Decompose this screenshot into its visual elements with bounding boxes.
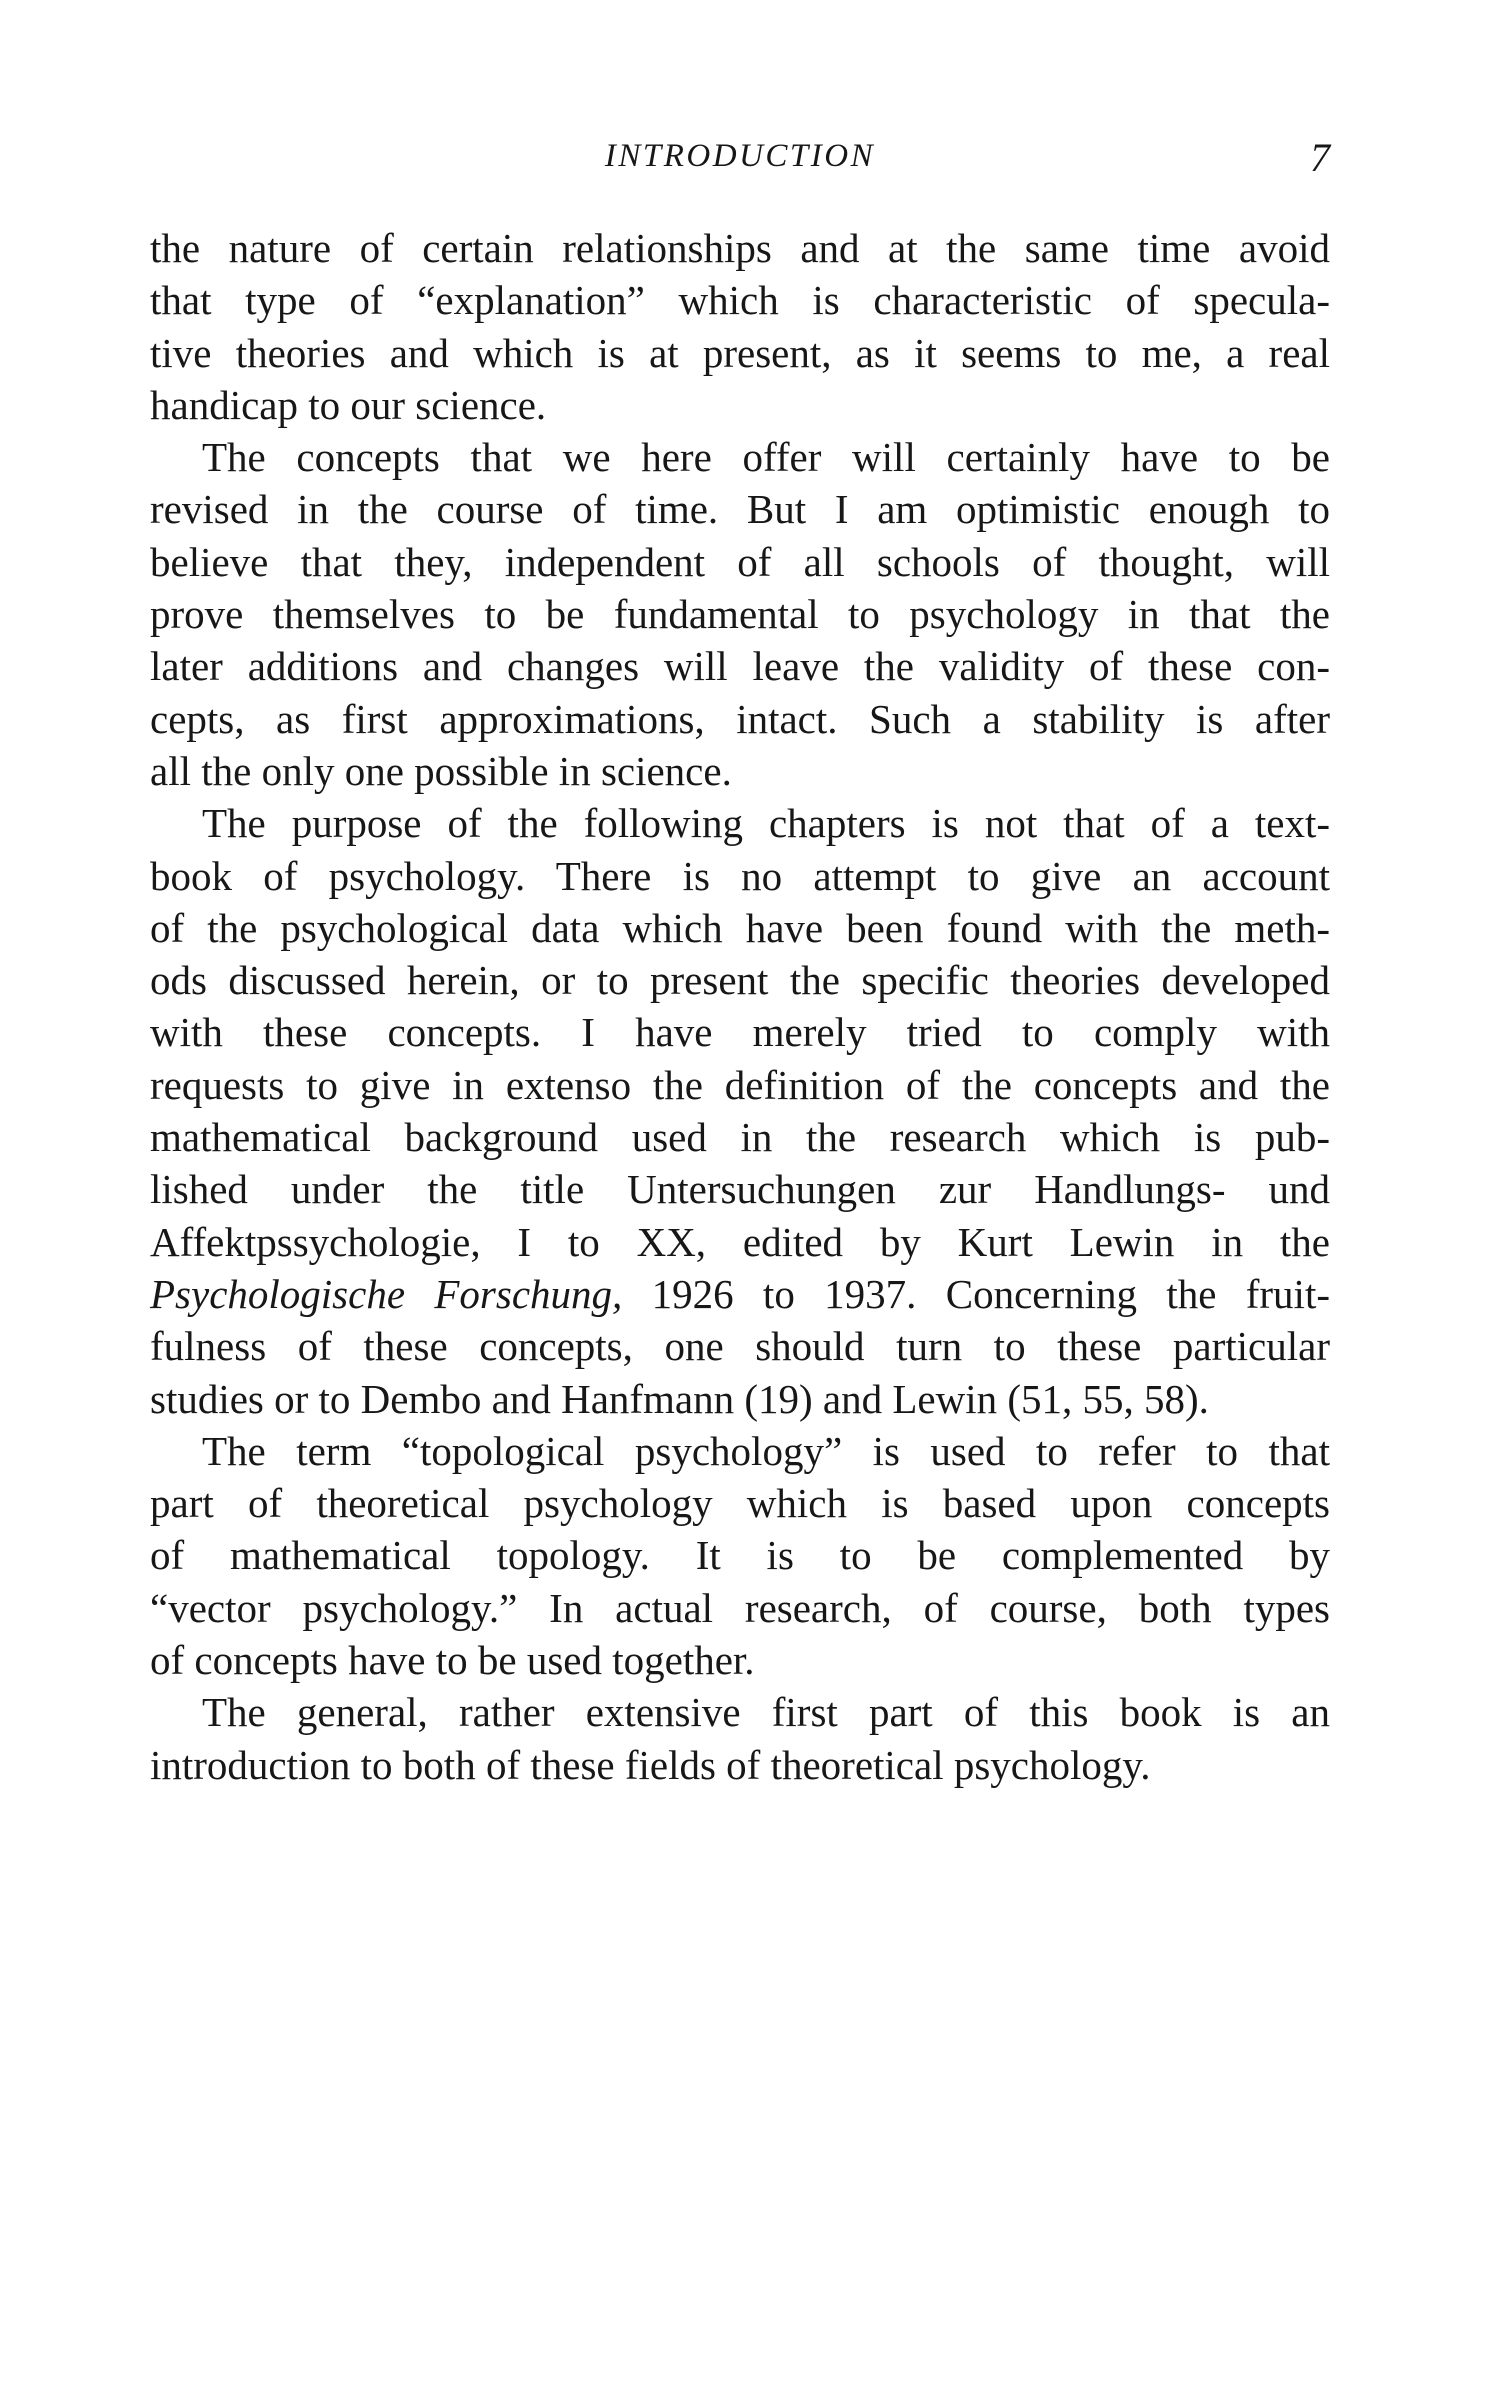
text-line: that type of “explanation” which is characteristic of specula- — [150, 277, 1330, 324]
text-line: of the psychological data which have been found with the meth- — [150, 904, 1330, 951]
text-line: ods discussed herein, or to present the specific theories developed — [150, 957, 1330, 1004]
text-line: introduction to both of these fields of theoretical psychology. — [150, 1741, 1151, 1788]
paragraph — [150, 1425, 1330, 1686]
text-line: the nature of certain relationships and at the same time avoid — [150, 225, 1330, 271]
text-line: tive theories and which is at present, as it seems to me, a real — [150, 329, 1330, 376]
page-number: 7 — [1310, 135, 1330, 180]
text-line: all the only one possible in science. — [150, 747, 732, 794]
text-line: part of theoretical psychology which is based upon concepts — [150, 1480, 1330, 1527]
text-fragment: 1926 to 1937. Concerning the fruit- — [622, 1270, 1330, 1317]
text-line: cepts, as first approximations, intact. Such a stability is after — [150, 695, 1330, 742]
running-head-title: INTRODUCTION — [604, 138, 876, 174]
paragraph — [150, 797, 1330, 1425]
text-line: fulness of these concepts, one should turn to these particular — [150, 1323, 1330, 1370]
text-line: later additions and changes will leave the validity of these con- — [150, 643, 1330, 690]
running-head — [150, 132, 1330, 192]
paragraph-continued — [150, 222, 1330, 431]
text-line: handicap to our science. — [150, 381, 547, 428]
text-line-with-journal-title — [150, 1268, 1330, 1320]
text-line: book of psychology. There is no attempt to give an account — [150, 852, 1330, 899]
text-line: mathematical background used in the research which is pub- — [150, 1114, 1330, 1161]
paragraph — [150, 431, 1330, 797]
text-line: of mathematical topology. It is to be complemented by — [150, 1532, 1330, 1579]
text-line: lished under the title Untersuchungen zur Handlungs- und — [150, 1166, 1330, 1213]
text-line: The purpose of the following chapters is not that of a text- — [202, 800, 1330, 847]
text-line: of concepts have to be used together. — [150, 1637, 755, 1684]
text-line: revised in the course of time. But I am optimistic enough to — [150, 486, 1330, 533]
text-line: “vector psychology.” In actual research, of course, both types — [150, 1584, 1330, 1631]
text-line: The general, rather extensive first part of this book is an — [202, 1689, 1330, 1736]
text-line: requests to give in extenso the definition of the concepts and the — [150, 1061, 1330, 1108]
text-line: with these concepts. I have merely tried to comply with — [150, 1009, 1330, 1056]
text-line: The term “topological psychology” is used to refer to that — [202, 1427, 1330, 1474]
paragraph — [150, 1686, 1330, 1791]
body-text — [150, 222, 1330, 1791]
text-line: Affektpssychologie, I to XX, edited by Kurt Lewin in the — [150, 1218, 1330, 1265]
text-line: believe that they, independent of all schools of thought, will — [150, 538, 1330, 585]
text-line: studies or to Dembo and Hanfmann (19) and Lewin (51, 55, 58). — [150, 1375, 1209, 1422]
text-line: prove themselves to be fundamental to psychology in that the — [150, 591, 1330, 638]
journal-title: Psychologische Forschung, — [150, 1270, 623, 1317]
text-line: The concepts that we here offer will certainly have to be — [202, 434, 1330, 481]
